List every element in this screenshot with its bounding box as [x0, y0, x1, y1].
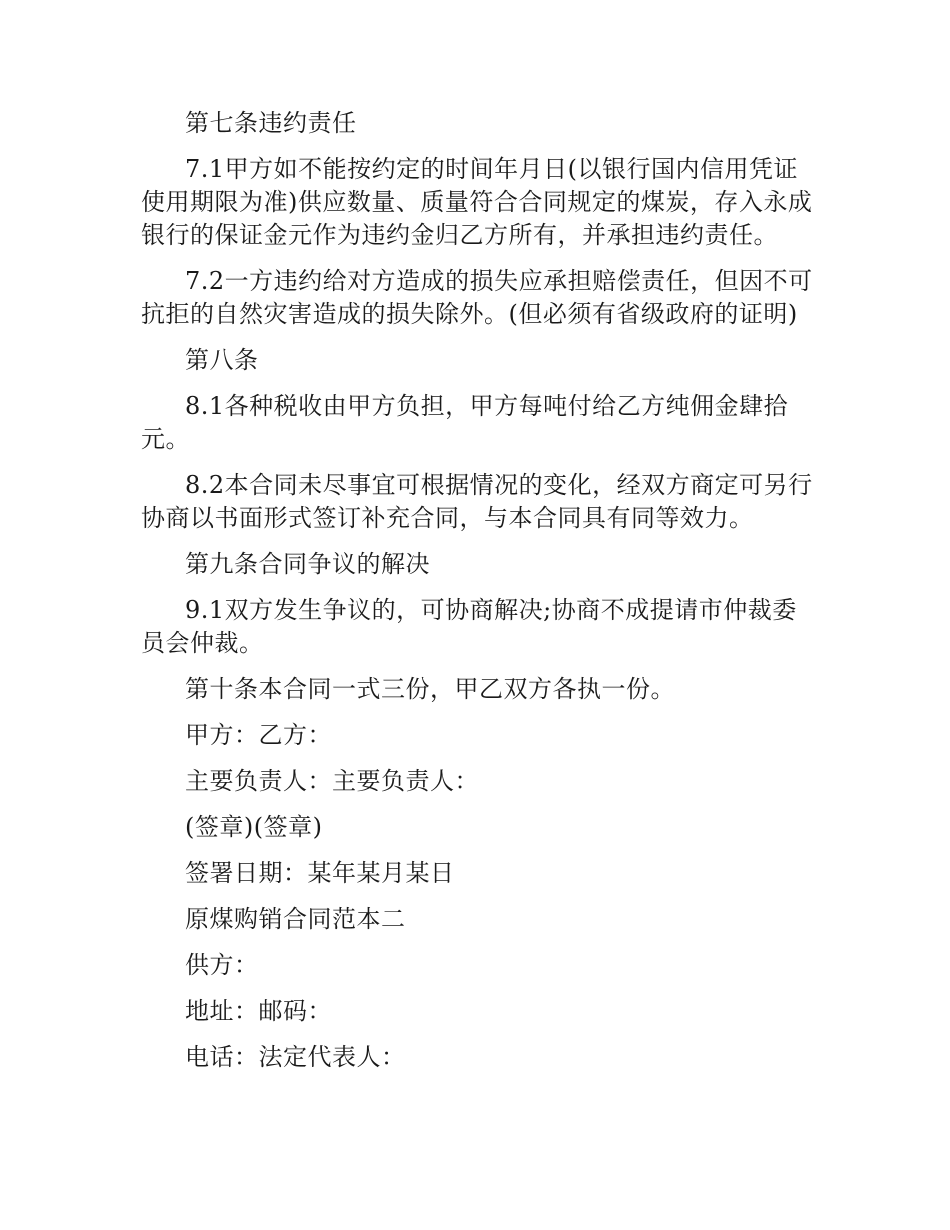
clause-9-1: 9.1双方发生争议的，可协商解决;协商不成提请市仲裁委员会仲裁。	[141, 596, 797, 657]
signing-date-line: 签署日期：某年某月某日	[185, 859, 455, 887]
document-body	[141, 107, 813, 1087]
responsible-person-line: 主要负责人：主要负责人：	[185, 767, 479, 795]
address-postcode-line: 地址：邮码：	[185, 997, 332, 1025]
article-10: 第十条本合同一式三份，甲乙双方各执一份。	[185, 675, 675, 703]
article-7-heading: 第七条违约责任	[185, 109, 357, 137]
phone-representative-line: 电话：法定代表人：	[185, 1043, 406, 1071]
article-8-heading: 第八条	[185, 346, 259, 374]
signature-seal-line: (签章)(签章)	[185, 813, 323, 841]
article-9-heading: 第九条合同争议的解决	[185, 550, 430, 578]
clause-7-1: 7.1甲方如不能按约定的时间年月日(以银行国内信用凭证使用期限为准)供应数量、质量符合合同规定的煤炭，存入永成银行的保证金元作为违约金归乙方所有，并承担违约责任。	[141, 155, 813, 249]
template-two-title: 原煤购销合同范本二	[185, 905, 406, 933]
clause-8-1: 8.1各种税收由甲方负担，甲方每吨付给乙方纯佣金肆拾元。	[141, 392, 789, 453]
party-names-line: 甲方：乙方：	[185, 721, 332, 749]
supplier-line: 供方：	[185, 951, 259, 979]
clause-7-2: 7.2一方违约给对方造成的损失应承担赔偿责任，但因不可抗拒的自然灾害造成的损失除外。(但必须有省级政府的证明)	[141, 267, 813, 328]
clause-8-2: 8.2本合同未尽事宜可根据情况的变化，经双方商定可另行协商以书面形式签订补充合同，与本合同具有同等效力。	[141, 471, 813, 532]
